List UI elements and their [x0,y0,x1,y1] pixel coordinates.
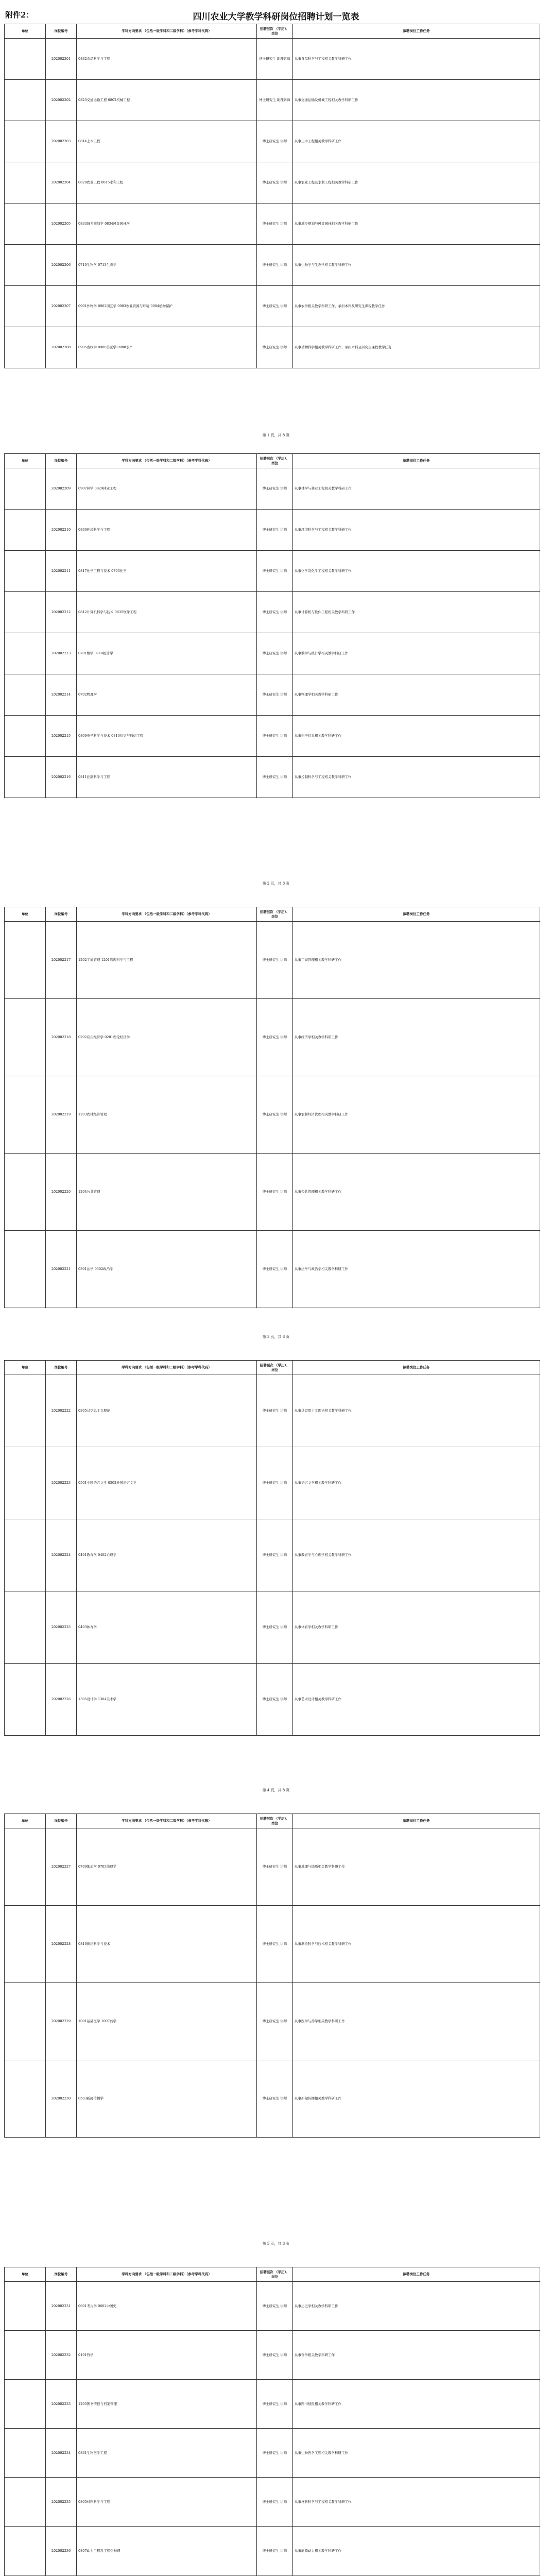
subject-cell: 1001基础医学 1007药学 [77,1983,257,2060]
task-cell: 从事控制科学与工程相关教学科研工作 [293,757,540,798]
table-row [5,286,540,327]
table-row [5,121,540,162]
subject-header: 学科方向要求 （包括一级学科和二级学科）（参考学科代码） [77,24,257,39]
level-cell: 博士研究生 讲师 [257,716,293,757]
table-row [5,2429,540,2478]
task-cell: 从事语言文学相关教学科研工作 [293,1447,540,1519]
position-code-cell: 202002218 [46,999,77,1076]
document-header [0,0,552,24]
task-cell: 从事计算机与软件工程相关教学科研工作 [293,592,540,633]
task-cell: 从事测绘科学与技术相关教学科研工作 [293,1906,540,1983]
level-cell: 博士研究生 讲师 [257,245,293,286]
table-header-row [5,2267,540,2282]
level-cell: 博士研究生 讲师 [257,2282,293,2331]
subject-cell: 0811控制科学与工程 [77,757,257,798]
position-code-cell: 202002223 [46,1447,77,1519]
page-number: 第 4 页，共 8 页 [262,1788,290,1792]
subject-cell: 1202工商管理 1201管理科学与工程 [77,922,257,999]
position-code-cell: 202002205 [46,204,77,245]
task-cell: 从事哲学相关教学科研工作 [293,2331,540,2380]
level-cell: 博士研究生 讲师 [257,1519,293,1591]
task-cell: 从事交通运输及机械工程相关教学科研工作 [293,80,540,121]
code-header: 岗位编号 [46,2267,77,2282]
level-cell: 博士研究生 讲师 [257,468,293,510]
unit-cell [5,2478,46,2527]
task-cell: 从事数学与统计学相关教学科研工作 [293,633,540,674]
position-code-cell: 202002202 [46,80,77,121]
table-row [5,1447,540,1519]
unit-cell [5,2429,46,2478]
subject-cell: 0816测绘科学与技术 [77,1906,257,1983]
unit-cell [5,716,46,757]
table-row [5,1591,540,1664]
position-code-cell: 202002236 [46,2527,77,2575]
unit-cell [5,1447,46,1519]
level-cell: 博士研究生 讲师 [257,2331,293,2380]
subject-cell: 0833城乡规划学 0834风景园林学 [77,204,257,245]
table-row [5,1154,540,1231]
level-cell: 博士研究生 助理讲师 [257,39,293,80]
task-cell: 从事公共管理相关教学科研工作 [293,1154,540,1231]
task-cell: 从事体育学相关教学科研工作 [293,1591,540,1664]
unit-cell [5,1375,46,1447]
code-header: 岗位编号 [46,1814,77,1828]
unit-header: 单位 [5,2267,46,2282]
table-row [5,1231,540,1308]
subject-header: 学科方向要求 （包括一级学科和二级学科）（参考学科代码） [77,907,257,922]
level-header: 招聘层次 （学历）、岗位 [257,2267,293,2282]
level-cell: 博士研究生 讲师 [257,2527,293,2575]
unit-cell [5,757,46,798]
position-code-cell: 202002229 [46,1983,77,2060]
page-1 [4,24,548,368]
task-header: 拟聘岗位工作任务 [293,454,540,468]
task-cell: 从事物理学相关教学科研工作 [293,674,540,716]
unit-cell [5,999,46,1076]
position-code-cell: 202002210 [46,510,77,551]
task-cell: 从事图书情报相关教学科研工作 [293,2380,540,2429]
subject-cell: 1203农林经济管理 [77,1076,257,1154]
position-code-cell: 202002224 [46,1519,77,1591]
page-5 [4,1814,548,2138]
position-code-cell: 202002203 [46,121,77,162]
task-header: 拟聘岗位工作任务 [293,907,540,922]
unit-cell [5,1664,46,1736]
level-cell: 博士研究生 讲师 [257,1664,293,1736]
level-header: 招聘层次 （学历）、岗位 [257,1361,293,1375]
table-row [5,327,540,368]
subject-cell: 0305马克思主义理论 [77,1375,257,1447]
table-row [5,1983,540,2060]
table-row [5,1906,540,1983]
unit-cell [5,1591,46,1664]
position-code-cell: 202002221 [46,1231,77,1308]
subject-cell: 0701数学 0714统计学 [77,633,257,674]
level-cell: 博士研究生 讲师 [257,1447,293,1519]
unit-cell [5,1906,46,1983]
level-cell: 博士研究生 讲师 [257,757,293,798]
subject-header: 学科方向要求 （包括一级学科和二级学科）（参考学科代码） [77,454,257,468]
unit-cell [5,2060,46,2138]
subject-header: 学科方向要求 （包括一级学科和二级学科）（参考学科代码） [77,1814,257,1828]
unit-cell [5,674,46,716]
subject-cell: 0823交通运输工程 0802机械工程 [77,80,257,121]
recruitment-table [4,453,540,798]
task-header: 拟聘岗位工作任务 [293,1814,540,1828]
task-cell: 从事历史学相关教学科研工作 [293,2282,540,2331]
position-code-cell: 202002228 [46,1906,77,1983]
level-cell: 博士研究生 讲师 [257,1375,293,1447]
unit-cell [5,80,46,121]
position-code-cell: 202002201 [46,39,77,80]
level-cell: 博士研究生 讲师 [257,551,293,592]
level-cell: 博士研究生 讲师 [257,286,293,327]
position-code-cell: 202002216 [46,757,77,798]
position-code-cell: 202002219 [46,1076,77,1154]
subject-cell: 0501中国语言文学 0502外国语言文学 [77,1447,257,1519]
level-cell: 博士研究生 讲师 [257,592,293,633]
level-cell: 博士研究生 讲师 [257,1983,293,2060]
subject-cell: 0709地质学 0705地理学 [77,1828,257,1906]
position-code-cell: 202002227 [46,1828,77,1906]
position-code-cell: 202002231 [46,2282,77,2331]
level-cell: 博士研究生 讲师 [257,1076,293,1154]
table-row [5,2478,540,2527]
subject-cell: 0907林学 0829林业工程 [77,468,257,510]
table-row [5,716,540,757]
position-code-cell: 202002233 [46,2380,77,2429]
task-cell: 从事材料科学与工程相关教学科研工作 [293,2478,540,2527]
table-header-row [5,1361,540,1375]
level-cell: 博士研究生 讲师 [257,204,293,245]
unit-cell [5,121,46,162]
position-code-cell: 202002206 [46,245,77,286]
subject-cell: 0901作物学 0902园艺学 0903农业资源与环境 0904植物保护 [77,286,257,327]
unit-cell [5,2282,46,2331]
unit-cell [5,39,46,80]
task-cell: 从事生物学与生态学相关教学科研工作 [293,245,540,286]
level-cell: 博士研究生 讲师 [257,1906,293,1983]
unit-cell [5,2380,46,2429]
level-cell: 博士研究生 讲师 [257,633,293,674]
subject-cell: 0809电子科学与技术 0810信息与通信工程 [77,716,257,757]
page-2 [4,453,548,798]
table-row [5,245,540,286]
position-code-cell: 202002230 [46,2060,77,2138]
level-cell: 博士研究生 讲师 [257,999,293,1076]
position-code-cell: 202002222 [46,1375,77,1447]
page-4 [4,1360,548,1736]
table-row [5,468,540,510]
table-row [5,510,540,551]
page-number: 第 1 页，共 8 页 [262,433,290,437]
page-number: 第 2 页，共 8 页 [262,882,290,886]
task-cell: 从事教育学与心理学相关教学科研工作 [293,1519,540,1591]
unit-cell [5,2331,46,2380]
table-row [5,1076,540,1154]
code-header: 岗位编号 [46,907,77,922]
subject-cell: 0814土木工程 [77,121,257,162]
subject-cell: 0702物理学 [77,674,257,716]
unit-header: 单位 [5,1814,46,1828]
table-row [5,1375,540,1447]
level-cell: 博士研究生 讲师 [257,922,293,999]
task-cell: 从事化学及化学工程相关教学科研工作 [293,551,540,592]
unit-cell [5,2527,46,2575]
table-header-row [5,907,540,922]
position-code-cell: 202002204 [46,162,77,204]
table-row [5,592,540,633]
subject-header: 学科方向要求 （包括一级学科和二级学科）（参考学科代码） [77,2267,257,2282]
unit-header: 单位 [5,24,46,39]
recruitment-table [4,24,540,368]
unit-cell [5,510,46,551]
subject-cell: 0301法学 0302政治学 [77,1231,257,1308]
level-cell: 博士研究生 讲师 [257,674,293,716]
unit-cell [5,204,46,245]
page-6 [4,2267,548,2576]
unit-cell [5,1828,46,1906]
task-cell: 从事医学与药学相关教学科研工作 [293,1983,540,2060]
level-cell: 博士研究生 助理讲师 [257,80,293,121]
table-header-row [5,1814,540,1828]
task-header: 拟聘岗位工作任务 [293,24,540,39]
level-cell: 博士研究生 讲师 [257,1828,293,1906]
unit-cell [5,1154,46,1231]
position-code-cell: 202002217 [46,922,77,999]
position-code-cell: 202002215 [46,716,77,757]
table-row [5,2527,540,2575]
table-row [5,922,540,999]
unit-cell [5,327,46,368]
task-cell: 从事经济学相关教学科研工作 [293,999,540,1076]
subject-cell: 0403体育学 [77,1591,257,1664]
position-code-cell: 202002209 [46,468,77,510]
attachment-label: 附件2： [5,10,34,20]
recruitment-table [4,2267,540,2576]
subject-cell: 1205图书情报与档案管理 [77,2380,257,2429]
table-row [5,2380,540,2429]
task-cell: 从事林学与林业工程相关教学科研工作 [293,468,540,510]
table-row [5,162,540,204]
task-cell: 从事农业工程及水利工程相关教学科研工作 [293,162,540,204]
subject-cell: 0905畜牧学 0906兽医学 0908水产 [77,327,257,368]
table-row [5,633,540,674]
unit-header: 单位 [5,907,46,922]
subject-cell: 0812计算机科学与技术 0835软件工程 [77,592,257,633]
task-cell: 从事电子信息相关教学科研工作 [293,716,540,757]
table-row [5,757,540,798]
task-cell: 从事艺术设计相关教学科研工作 [293,1664,540,1736]
unit-cell [5,245,46,286]
unit-cell [5,592,46,633]
task-cell: 从事城乡规划与风景园林相关教学科研工作 [293,204,540,245]
code-header: 岗位编号 [46,454,77,468]
position-code-cell: 202002226 [46,1664,77,1736]
unit-header: 单位 [5,454,46,468]
task-cell: 从事法学与政治学相关教学科研工作 [293,1231,540,1308]
subject-cell: 0202应用经济学 0201理论经济学 [77,999,257,1076]
unit-cell [5,1231,46,1308]
level-header: 招聘层次 （学历）、岗位 [257,1814,293,1828]
unit-cell [5,1519,46,1591]
task-cell: 从事土木工程相关教学科研工作 [293,121,540,162]
level-cell: 博士研究生 讲师 [257,2380,293,2429]
page-3 [4,907,548,1308]
table-row [5,39,540,80]
subject-cell: 0805材料科学与工程 [77,2478,257,2527]
task-cell: 从事动物科学相关教学科研工作，承担本科及研究生课程教学任务 [293,327,540,368]
level-cell: 博士研究生 讲师 [257,162,293,204]
unit-cell [5,286,46,327]
task-cell: 从事农林经济管理相关教学科研工作 [293,1076,540,1154]
unit-cell [5,633,46,674]
table-row [5,674,540,716]
subject-cell: 1204公共管理 [77,1154,257,1231]
subject-cell: 1305设计学 1304美术学 [77,1664,257,1736]
subject-cell: 0832食品科学与工程 [77,39,257,80]
table-row [5,551,540,592]
unit-cell [5,922,46,999]
task-header: 拟聘岗位工作任务 [293,2267,540,2282]
table-row [5,2060,540,2138]
unit-header: 单位 [5,1361,46,1375]
table-row [5,999,540,1076]
level-cell: 博士研究生 讲师 [257,1154,293,1231]
code-header: 岗位编号 [46,24,77,39]
subject-cell: 0817化学工程与技术 0703化学 [77,551,257,592]
recruitment-table [4,1814,540,2138]
table-row [5,2282,540,2331]
position-code-cell: 202002220 [46,1154,77,1231]
task-cell: 从事生物医学工程相关教学科研工作 [293,2429,540,2478]
table-row [5,1519,540,1591]
table-row [5,204,540,245]
level-cell: 博士研究生 讲师 [257,1231,293,1308]
subject-cell: 0831生物医学工程 [77,2429,257,2478]
unit-cell [5,1076,46,1154]
unit-cell [5,468,46,510]
page-number: 第 3 页，共 8 页 [262,1335,290,1339]
task-cell: 从事能源动力相关教学科研工作 [293,2527,540,2575]
table-row [5,1828,540,1906]
subject-cell: 0830环境科学与工程 [77,510,257,551]
task-cell: 从事环境科学与工程相关教学科研工作 [293,510,540,551]
task-cell: 从事工商管理相关教学科研工作 [293,922,540,999]
unit-cell [5,162,46,204]
position-code-cell: 202002225 [46,1591,77,1664]
level-header: 招聘层次 （学历）、岗位 [257,454,293,468]
task-header: 拟聘岗位工作任务 [293,1361,540,1375]
subject-header: 学科方向要求 （包括一级学科和二级学科）（参考学科代码） [77,1361,257,1375]
level-cell: 博士研究生 讲师 [257,2429,293,2478]
position-code-cell: 202002234 [46,2429,77,2478]
table-row [5,2331,540,2380]
table-header-row [5,454,540,468]
task-cell: 从事马克思主义理论相关教学科研工作 [293,1375,540,1447]
subject-cell: 0401教育学 0402心理学 [77,1519,257,1591]
subject-cell: 0807动力工程及工程热物理 [77,2527,257,2575]
subject-cell: 0710生物学 0713生态学 [77,245,257,286]
level-cell: 博士研究生 讲师 [257,510,293,551]
level-cell: 博士研究生 讲师 [257,2478,293,2527]
subject-cell: 0601考古学 0602中国史 [77,2282,257,2331]
recruitment-table [4,907,540,1308]
table-header-row [5,24,540,39]
level-cell: 博士研究生 讲师 [257,121,293,162]
page-number: 第 5 页，共 8 页 [262,2242,290,2246]
subject-cell: 0101哲学 [77,2331,257,2380]
subject-cell: 0828农业工程 0815水利工程 [77,162,257,204]
unit-cell [5,1983,46,2060]
level-cell: 博士研究生 讲师 [257,327,293,368]
position-code-cell: 202002235 [46,2478,77,2527]
position-code-cell: 202002213 [46,633,77,674]
level-cell: 博士研究生 讲师 [257,2060,293,2138]
document-title: 四川农业大学教学科研岗位招聘计划一览表 [193,12,359,22]
task-cell: 从事地理与地质相关教学科研工作 [293,1828,540,1906]
position-code-cell: 202002211 [46,551,77,592]
position-code-cell: 202002212 [46,592,77,633]
subject-cell: 0503新闻传播学 [77,2060,257,2138]
table-row [5,1664,540,1736]
level-cell: 博士研究生 讲师 [257,1591,293,1664]
level-header: 招聘层次 （学历）、岗位 [257,907,293,922]
recruitment-table [4,1360,540,1736]
level-header: 招聘层次 （学历）、岗位 [257,24,293,39]
position-code-cell: 202002208 [46,327,77,368]
task-cell: 从事农学相关教学科研工作，承担本科及研究生课程教学任务 [293,286,540,327]
task-cell: 从事食品科学与工程相关教学科研工作 [293,39,540,80]
code-header: 岗位编号 [46,1361,77,1375]
task-cell: 从事新闻传播相关教学科研工作 [293,2060,540,2138]
position-code-cell: 202002207 [46,286,77,327]
unit-cell [5,551,46,592]
position-code-cell: 202002232 [46,2331,77,2380]
table-row [5,80,540,121]
position-code-cell: 202002214 [46,674,77,716]
